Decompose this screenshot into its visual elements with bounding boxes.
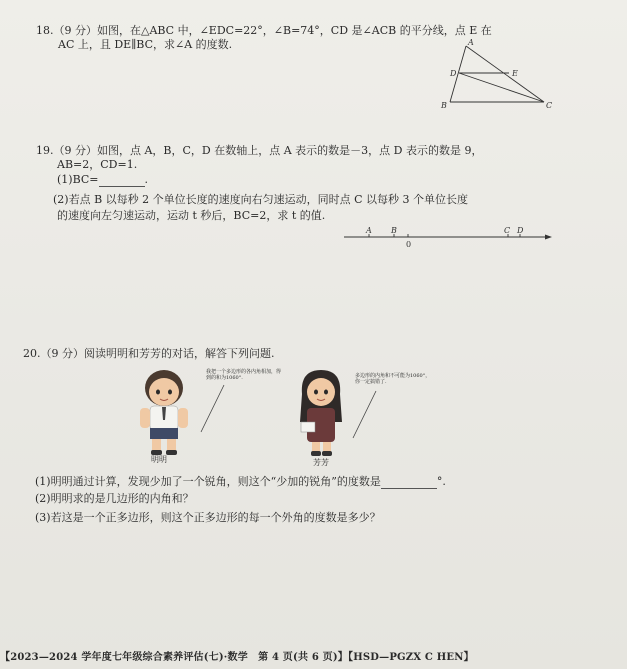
axis-label-d: D [517,226,524,235]
q19-part2-line2: 的速度向左匀速运动，运动 t 秒后，BC=2，求 t 的值. [57,209,326,222]
fangfang-illustration [290,364,352,460]
q20-part1 [35,475,446,489]
axis-arrow [545,235,552,240]
q20-part2: (2)明明求的是几边形的内角和？ [35,492,194,505]
axis-label-a: A [366,226,372,235]
fangfang-name: 芳芳 [313,458,329,467]
axis-label-zero: 0 [406,240,412,249]
label-d: D [450,69,457,78]
q18-line1: 18.（9 分）如图，在△ABC 中，∠EDC=22°，∠B=74°，CD 是∠ACB 的平分线，点 E 在 [36,24,492,37]
q19-line1: 19.（9 分）如图，点 A，B，C，D 在数轴上，点 A 表示的数是－3，点 D 表示的数是 9， [36,144,483,157]
q18-line2: AC 上，且 DE∥BC，求∠A 的度数. [58,38,233,51]
page-footer: 【2023—2024 学年度七年级综合素养评估(七)·数学 第 4 页(共 6 页)】【HSD—PGZX C HEN】 [0,652,474,663]
q19-line2: AB=2，CD=1. [57,158,138,171]
q19-part1 [57,173,148,187]
q19-part2-line1: (2)若点 B 以每秒 2 个单位长度的速度向右匀速运动，同时点 C 以每秒 3 个单位长度 [53,193,469,206]
segment-dc [459,73,544,102]
fangfang-speech: 多边形的内角和不可能为1060°，你一定搞错了. [355,373,431,385]
q20-title: 20.（9 分）阅读明明和芳芳的对话，解答下列问题. [23,347,275,360]
answer-blank-angle[interactable] [381,478,437,489]
fangfang-speech-pointer [350,390,380,440]
mingming-illustration [128,364,200,458]
axis-label-c: C [504,226,511,235]
q19-part1-prefix: (1)BC= [57,173,99,186]
q20-part3: (3)若这是一个正多边形，则这个正多边形的每一个外角的度数是多少？ [35,511,381,524]
triangle-figure [430,36,560,112]
number-line [342,224,557,252]
label-e: E [512,69,518,78]
side-ac [466,46,544,102]
answer-blank-bc[interactable] [99,176,145,187]
label-c: C [546,101,553,110]
label-a: A [468,38,474,47]
mingming-speech-pointer [198,384,228,434]
axis-label-b: B [391,226,397,235]
q20-part1-prefix: (1)明明通过计算，发现少加了一个锐角，则这个“少加的锐角”的度数是 [35,475,381,488]
mingming-speech: 我把一个多边形的各内角相加，得到的和为1060°. [206,369,282,381]
q19-part1-suffix: . [144,173,149,186]
label-b: B [441,101,447,110]
q20-part1-suffix: °. [436,475,446,488]
mingming-name: 明明 [151,455,167,464]
